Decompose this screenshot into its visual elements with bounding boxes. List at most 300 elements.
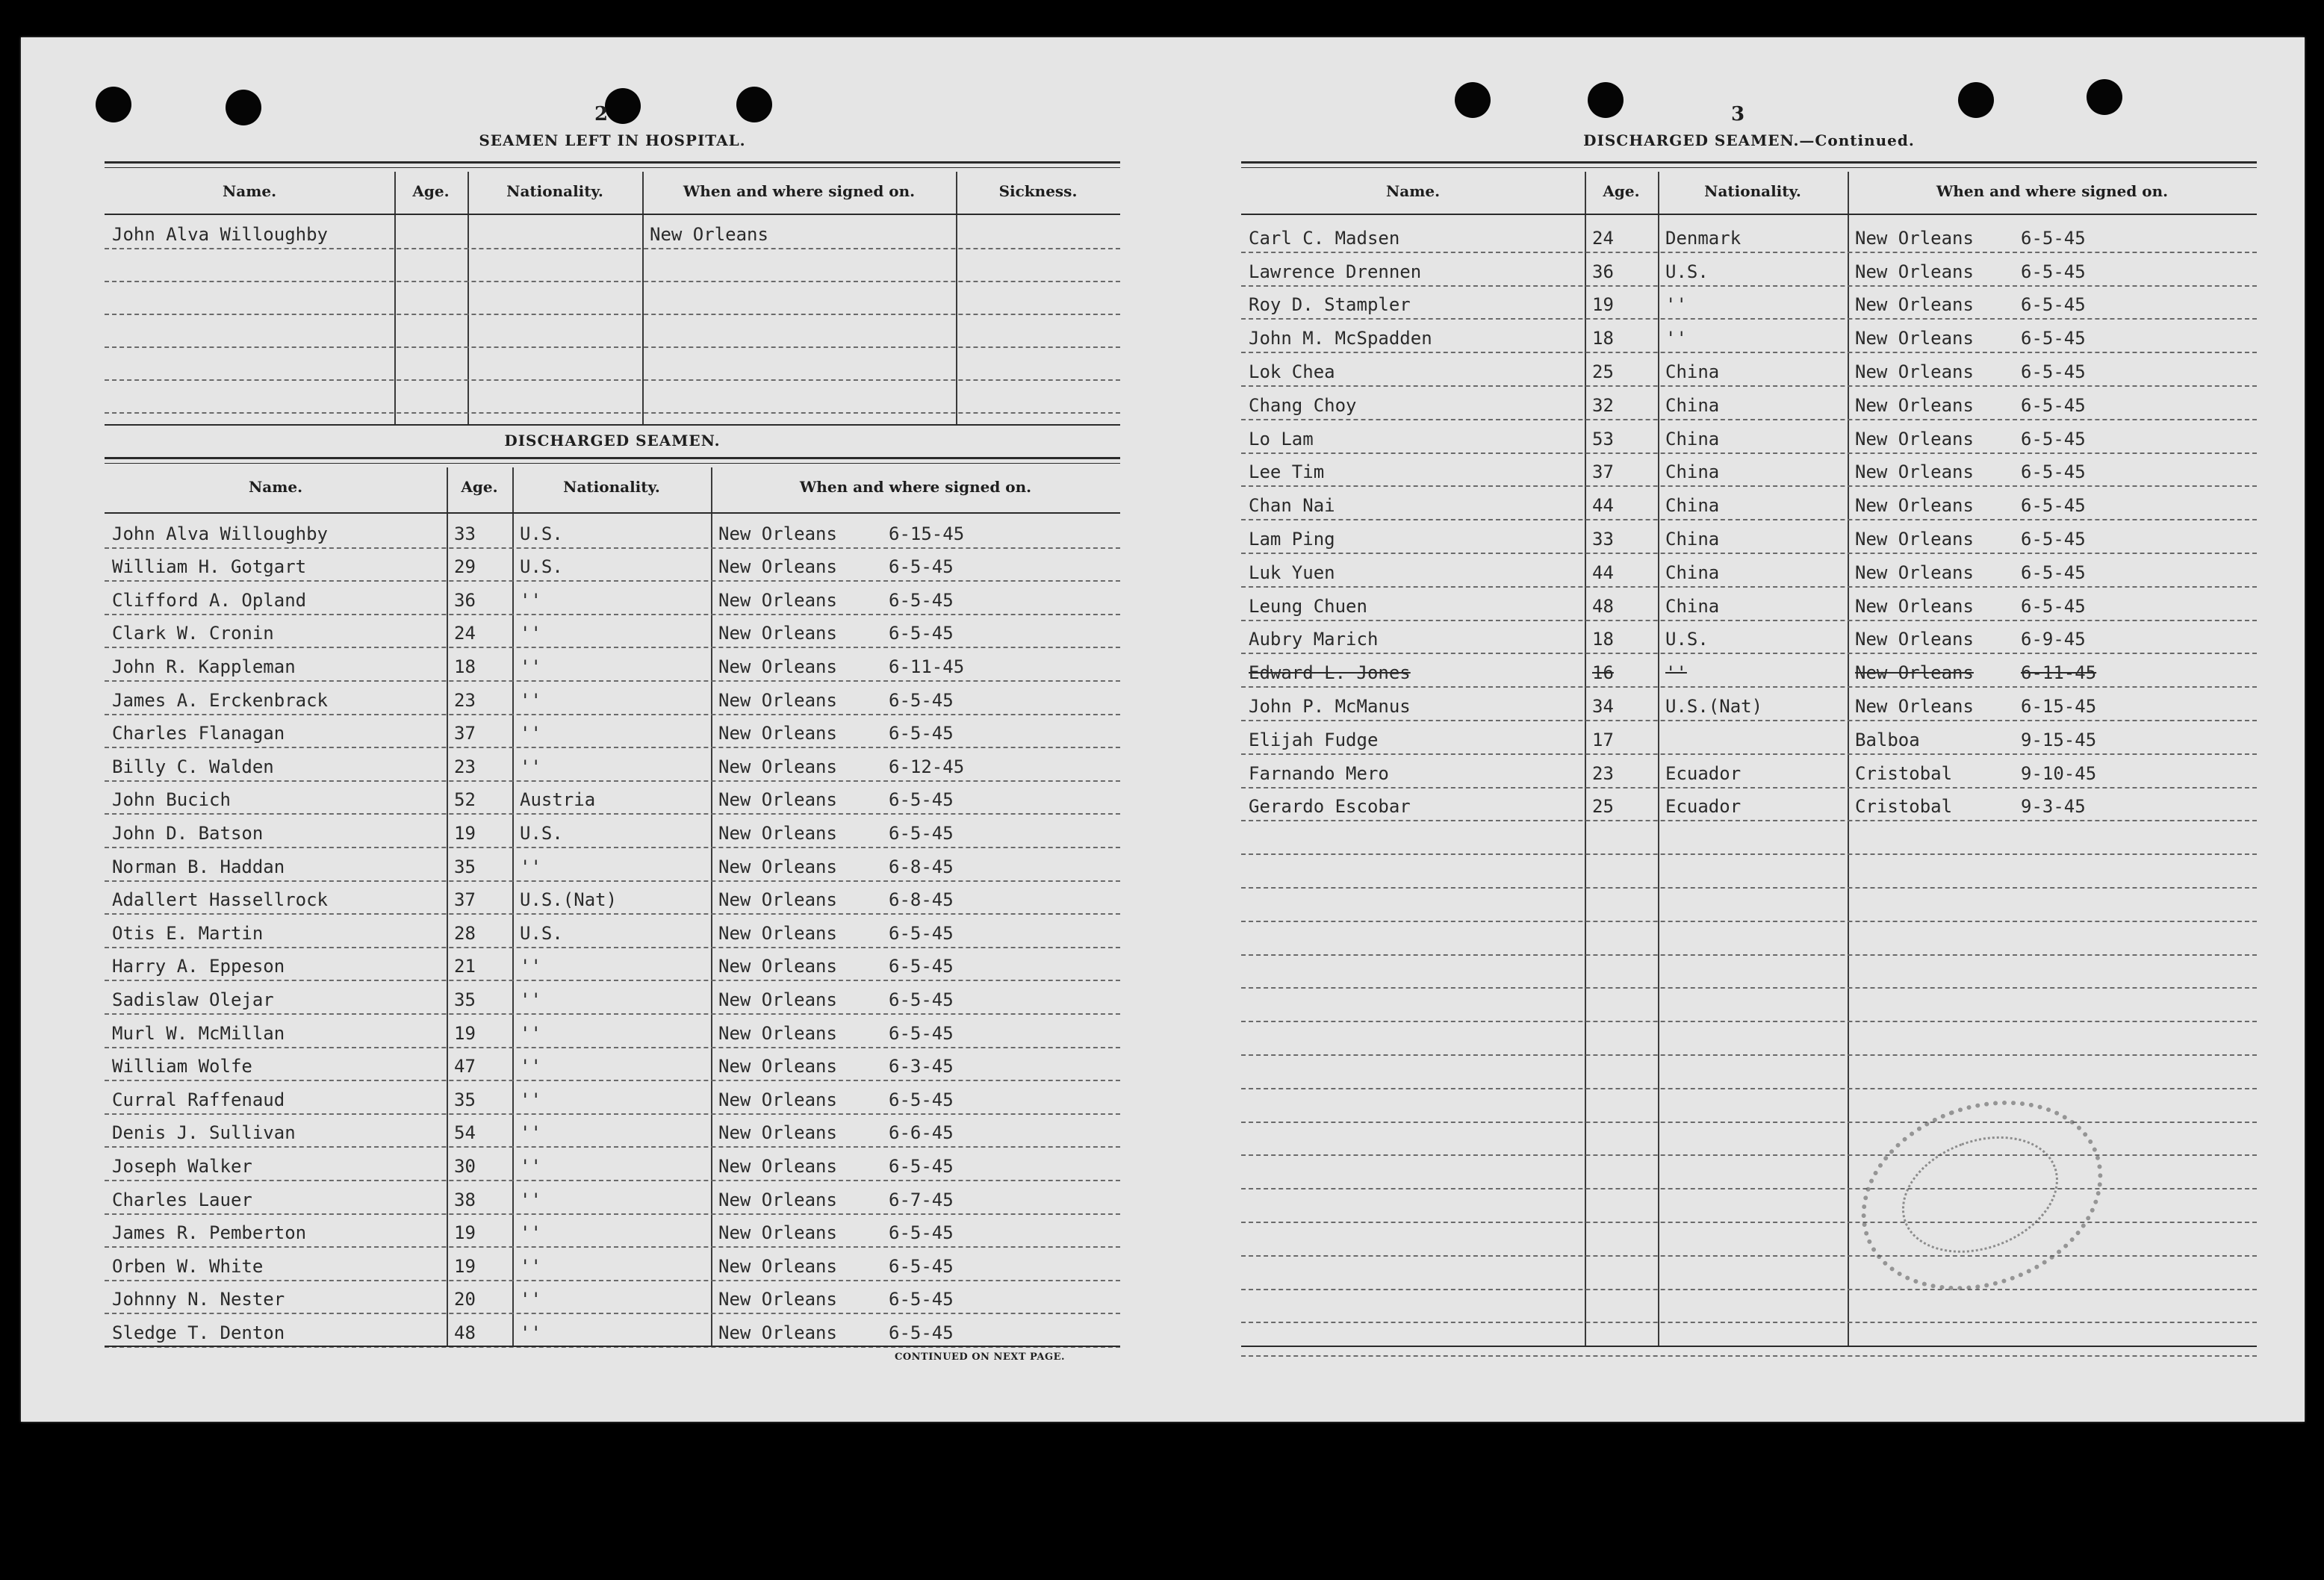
cell-name: Lee Tim [1249,461,1325,483]
cell-place: New Orleans [718,723,837,744]
cell-date: 6-5-45 [889,1089,954,1110]
table-row [105,549,1120,582]
cell-age: 16 [1592,662,1614,684]
cell-name: Charles Flanagan [112,723,285,744]
table-row [1241,320,2257,353]
cell-age: 32 [1592,394,1614,416]
cell-nat: China [1665,595,1720,617]
table-row [1241,1089,2257,1123]
cell-date: 6-5-45 [889,1289,954,1310]
table-row [1241,654,2257,688]
table-row [1241,454,2257,488]
cell-name: Sadislaw Olejar [112,989,274,1010]
cell-name: Lawrence Drennen [1249,261,1422,282]
cell-age: 37 [454,723,476,744]
table-row [1241,688,2257,721]
cell-nat: China [1665,428,1720,450]
table-row [1241,755,2257,789]
cell-date: 6-5-45 [889,556,954,578]
table-row [105,1048,1120,1082]
cell-date: 6-5-45 [2021,261,2086,282]
table-row [105,882,1120,915]
cell-place: New Orleans [718,556,837,578]
table-row [105,682,1120,715]
cell-nat: '' [520,1322,541,1343]
cell-place: New Orleans [1855,495,1974,517]
cell-name: Billy C. Walden [112,756,274,777]
cell-signed: New Orleans [650,224,768,245]
cell-place: New Orleans [1855,662,1974,684]
cell-date: 6-5-45 [2021,495,2086,517]
cell-age: 37 [454,889,476,911]
punch-hole [1455,82,1491,118]
cell-date: 6-11-45 [889,656,965,677]
punch-hole [605,88,641,124]
cell-date: 6-5-45 [2021,294,2086,316]
table-row [1241,1189,2257,1223]
cell-name: Murl W. McMillan [112,1022,285,1044]
cell-date: 9-15-45 [2021,729,2097,750]
cell-name: Harry A. Eppeson [112,956,285,977]
cell-date: 6-15-45 [2021,695,2097,717]
cell-place: New Orleans [718,1322,837,1343]
table-row [105,948,1120,982]
cell-date: 6-11-45 [2021,662,2097,684]
table-row [105,1148,1120,1181]
cell-nat: Ecuador [1665,762,1742,784]
table-row [105,582,1120,615]
cell-nat: '' [1665,662,1687,684]
cell-name: Sledge T. Denton [112,1322,285,1343]
column-header-age: Age. [461,478,498,496]
cell-nat: U.S.(Nat) [1665,695,1763,717]
cell-name: Lok Chea [1249,361,1335,382]
cell-place: New Orleans [1855,595,1974,617]
table-row [105,1181,1120,1215]
cell-age: 20 [454,1289,476,1310]
table-row [1241,387,2257,420]
cell-date: 6-5-45 [889,989,954,1010]
cell-name: Adallert Hassellrock [112,889,328,911]
cell-age: 18 [1592,629,1614,650]
stamp-inner-ring [1886,1116,2075,1273]
cell-age: 44 [1592,495,1614,517]
cell-place: New Orleans [718,1122,837,1144]
cell-name: Elijah Fudge [1249,729,1379,750]
cell-place: New Orleans [718,1255,837,1277]
cell-date: 6-5-45 [2021,394,2086,416]
cell-date: 6-5-45 [2021,461,2086,483]
cell-place: New Orleans [718,856,837,877]
column-header-nat: Nationality. [563,478,660,496]
table-row [1241,420,2257,454]
cell-name: James R. Pemberton [112,1222,307,1244]
table-row [105,1081,1120,1115]
cell-nat: '' [520,689,541,711]
cell-name: Edward L. Jones [1249,662,1411,684]
cell-nat: '' [520,656,541,677]
table-row-empty [105,348,1120,381]
cell-place: New Orleans [718,889,837,911]
cell-nat: '' [1665,294,1687,316]
cell-nat: China [1665,394,1720,416]
cell-name: Denis J. Sullivan [112,1122,296,1144]
cell-name: James A. Erckenbrack [112,689,328,711]
cell-date: 6-5-45 [2021,428,2086,450]
cell-nat: '' [520,1255,541,1277]
cell-age: 19 [1592,294,1614,316]
rule [105,167,1120,168]
cell-name: William H. Gotgart [112,556,307,578]
table-bottom-rule [105,424,1120,426]
column-header-signed: When and where signed on. [799,478,1032,496]
rule [1241,167,2257,168]
cell-name: Aubry Marich [1249,629,1379,650]
cell-date: 6-8-45 [889,889,954,911]
cell-age: 23 [1592,762,1614,784]
cell-place: New Orleans [1855,227,1974,249]
cell-place: New Orleans [718,989,837,1010]
cell-nat: Denmark [1665,227,1742,249]
cell-name: Carl C. Madsen [1249,227,1400,249]
table-row [105,1115,1120,1148]
rule [105,463,1120,464]
cell-name: Curral Raffenaud [112,1089,285,1110]
column-header-age: Age. [1603,182,1640,200]
cell-place: New Orleans [1855,394,1974,416]
table-row [105,981,1120,1015]
cell-name: Clark W. Cronin [112,623,274,644]
cell-nat: U.S. [520,822,563,844]
cell-age: 18 [454,656,476,677]
cell-age: 35 [454,856,476,877]
punch-hole [1588,82,1624,118]
cell-nat: '' [1665,328,1687,349]
cell-age: 21 [454,956,476,977]
discharged-section-title: DISCHARGED SEAMEN. [504,432,721,450]
table-row [105,217,1120,249]
cell-place: New Orleans [1855,361,1974,382]
cell-place: New Orleans [1855,294,1974,316]
cell-age: 23 [454,756,476,777]
table-row [105,1314,1120,1348]
cell-nat: '' [520,1089,541,1110]
cell-nat: U.S. [520,523,563,544]
cell-age: 38 [454,1189,476,1210]
ledger-sheet [21,37,2305,1422]
table-row [105,1015,1120,1048]
cell-age: 29 [454,556,476,578]
table-row [105,715,1120,749]
cell-date: 6-7-45 [889,1189,954,1210]
cell-place: Cristobal [1855,796,1953,818]
cell-age: 24 [454,623,476,644]
cell-nat: '' [520,989,541,1010]
table-row-empty [105,282,1120,315]
cell-age: 17 [1592,729,1614,750]
table-row [105,515,1120,549]
cell-name: Farnando Mero [1249,762,1389,784]
table-row [1241,520,2257,554]
cell-place: New Orleans [718,689,837,711]
cell-age: 33 [1592,528,1614,550]
table-row [1241,253,2257,287]
cell-nat: China [1665,361,1720,382]
cell-age: 33 [454,523,476,544]
cell-nat: China [1665,461,1720,483]
cell-date: 6-5-45 [2021,328,2086,349]
page-number-left: 2 [594,103,609,125]
table-row [1241,821,2257,855]
cell-name: William Wolfe [112,1056,252,1077]
cell-name: John M. McSpadden [1249,328,1432,349]
cell-age: 44 [1592,562,1614,583]
cell-date: 6-5-45 [889,789,954,811]
cell-place: New Orleans [718,523,837,544]
cell-place: New Orleans [718,1222,837,1244]
cell-name: Roy D. Stampler [1249,294,1411,316]
cell-date: 6-5-45 [889,822,954,844]
table-bottom-rule [1241,1346,2257,1347]
cell-nat: China [1665,495,1720,517]
column-header-age: Age. [412,182,450,200]
cell-nat: U.S. [1665,261,1709,282]
rule [105,161,1120,164]
table-row [1241,588,2257,621]
continued-note: CONTINUED ON NEXT PAGE. [895,1352,1065,1363]
cell-name: John D. Batson [112,822,264,844]
cell-age: 36 [1592,261,1614,282]
cell-nat: '' [520,1122,541,1144]
cell-date: 6-5-45 [889,922,954,944]
table-row [105,1281,1120,1315]
table-row [105,748,1120,782]
cell-date: 6-6-45 [889,1122,954,1144]
cell-age: 25 [1592,361,1614,382]
cell-date: 6-12-45 [889,756,965,777]
cell-date: 6-5-45 [2021,595,2086,617]
table-row [1241,1123,2257,1157]
cell-nat: U.S.(Nat) [520,889,618,911]
table-row [1241,922,2257,956]
table-row [1241,353,2257,387]
table-row [1241,1223,2257,1257]
punch-hole [226,90,261,125]
cell-nat: '' [520,756,541,777]
cell-place: New Orleans [718,623,837,644]
cell-date: 9-10-45 [2021,762,2097,784]
cell-date: 6-5-45 [889,1022,954,1044]
cell-nat: Austria [520,789,596,811]
cell-age: 23 [454,689,476,711]
rule [1241,161,2257,164]
cell-date: 6-5-45 [2021,562,2086,583]
cell-place: New Orleans [718,1089,837,1110]
cell-place: New Orleans [718,756,837,777]
cell-nat: '' [520,956,541,977]
table-row [1241,554,2257,588]
cell-place: New Orleans [718,656,837,677]
cell-name: John Alva Willoughby [112,523,328,544]
cell-nat: '' [520,623,541,644]
cell-date: 6-5-45 [2021,528,2086,550]
cell-name: Charles Lauer [112,1189,252,1210]
header-rule [1241,214,2257,215]
cell-age: 37 [1592,461,1614,483]
cell-nat: '' [520,589,541,611]
cell-nat: '' [520,1189,541,1210]
cell-nat: '' [520,1022,541,1044]
cell-age: 19 [454,822,476,844]
cell-date: 6-5-45 [889,956,954,977]
cell-nat: '' [520,1289,541,1310]
table-row-empty [105,249,1120,282]
cell-date: 6-5-45 [889,623,954,644]
table-row [1241,1156,2257,1189]
cell-age: 47 [454,1056,476,1077]
table-row [105,815,1120,848]
discharged-continued-title: DISCHARGED SEAMEN.—Continued. [1583,131,1915,149]
column-header-name: Name. [248,478,303,496]
cell-age: 34 [1592,695,1614,717]
table-row [105,848,1120,882]
cell-name: Lo Lam [1249,428,1314,450]
table-row [1241,855,2257,889]
table-row [105,648,1120,682]
cell-place: New Orleans [1855,562,1974,583]
cell-name: Gerardo Escobar [1249,796,1411,818]
page-number-right: 3 [1731,103,1745,125]
cell-age: 19 [454,1022,476,1044]
cell-date: 6-9-45 [2021,629,2086,650]
table-row [1241,789,2257,822]
cell-place: New Orleans [1855,528,1974,550]
cell-nat: '' [520,1155,541,1177]
cell-date: 6-5-45 [2021,361,2086,382]
cell-nat: U.S. [1665,629,1709,650]
cell-place: New Orleans [718,1056,837,1077]
cell-nat: '' [520,723,541,744]
cell-place: New Orleans [718,789,837,811]
punch-hole [2087,79,2122,115]
table-row-empty [105,381,1120,414]
cell-date: 6-5-45 [889,1222,954,1244]
cell-age: 19 [454,1255,476,1277]
table-row [1241,1323,2257,1357]
column-header-name: Name. [222,182,277,200]
cell-nat: China [1665,562,1720,583]
table-row [1241,621,2257,655]
cell-date: 6-5-45 [889,1322,954,1343]
cell-place: New Orleans [718,1022,837,1044]
cell-place: New Orleans [1855,261,1974,282]
table-bottom-rule [105,1346,1120,1347]
cell-nat: '' [520,1222,541,1244]
cell-age: 48 [454,1322,476,1343]
cell-place: New Orleans [718,1155,837,1177]
cell-name: John Bucich [112,789,231,811]
table-row [1241,287,2257,320]
cell-name: Leung Chuen [1249,595,1367,617]
table-row [105,915,1120,948]
cell-age: 25 [1592,796,1614,818]
cell-place: Balboa [1855,729,1920,750]
table-row [1241,1290,2257,1324]
punch-hole [1958,82,1994,118]
cell-age: 19 [454,1222,476,1244]
cell-date: 6-5-45 [2021,227,2086,249]
punch-hole [736,87,772,122]
column-header-signed: When and where signed on. [1936,182,2169,200]
cell-nat: Ecuador [1665,796,1742,818]
table-row [1241,889,2257,922]
cell-nat: China [1665,528,1720,550]
column-header-sickness: Sickness. [998,182,1078,200]
table-row [1241,721,2257,755]
table-row [105,615,1120,649]
table-row-empty [105,315,1120,348]
cell-place: New Orleans [1855,695,1974,717]
cell-name: Orben W. White [112,1255,264,1277]
cell-date: 6-15-45 [889,523,965,544]
cell-place: New Orleans [1855,461,1974,483]
cell-date: 6-5-45 [889,723,954,744]
cell-age: 18 [1592,328,1614,349]
column-header-nat: Nationality. [1704,182,1801,200]
cell-nat: U.S. [520,922,563,944]
cell-age: 30 [454,1155,476,1177]
cell-place: New Orleans [1855,328,1974,349]
cell-name: John Alva Willoughby [112,224,328,245]
rule [105,457,1120,459]
cell-nat: U.S. [520,556,563,578]
cell-age: 52 [454,789,476,811]
cell-nat: '' [520,1056,541,1077]
cell-age: 28 [454,922,476,944]
cell-place: New Orleans [718,822,837,844]
cell-date: 6-3-45 [889,1056,954,1077]
cell-date: 9-3-45 [2021,796,2086,818]
cell-age: 35 [454,989,476,1010]
column-header-nationality: Nationality. [506,182,603,200]
cell-name: Otis E. Martin [112,922,264,944]
cell-place: New Orleans [718,956,837,977]
cell-name: Joseph Walker [112,1155,252,1177]
cell-name: Johnny N. Nester [112,1289,285,1310]
column-header-name: Name. [1385,182,1441,200]
cell-name: Lam Ping [1249,528,1335,550]
cell-place: New Orleans [1855,629,1974,650]
cell-name: Clifford A. Opland [112,589,307,611]
punch-hole [96,87,131,122]
table-row [1241,487,2257,520]
table-row [1241,1022,2257,1056]
cell-age: 24 [1592,227,1614,249]
table-row [1241,989,2257,1022]
cell-place: New Orleans [718,922,837,944]
cell-age: 36 [454,589,476,611]
cell-date: 6-5-45 [889,1155,954,1177]
table-row [105,1248,1120,1281]
cell-place: New Orleans [718,589,837,611]
cell-age: 48 [1592,595,1614,617]
cell-name: Chan Nai [1249,495,1335,517]
cell-date: 6-8-45 [889,856,954,877]
table-row [1241,1056,2257,1089]
cell-place: New Orleans [718,1289,837,1310]
cell-date: 6-5-45 [889,689,954,711]
table-row [105,1215,1120,1248]
